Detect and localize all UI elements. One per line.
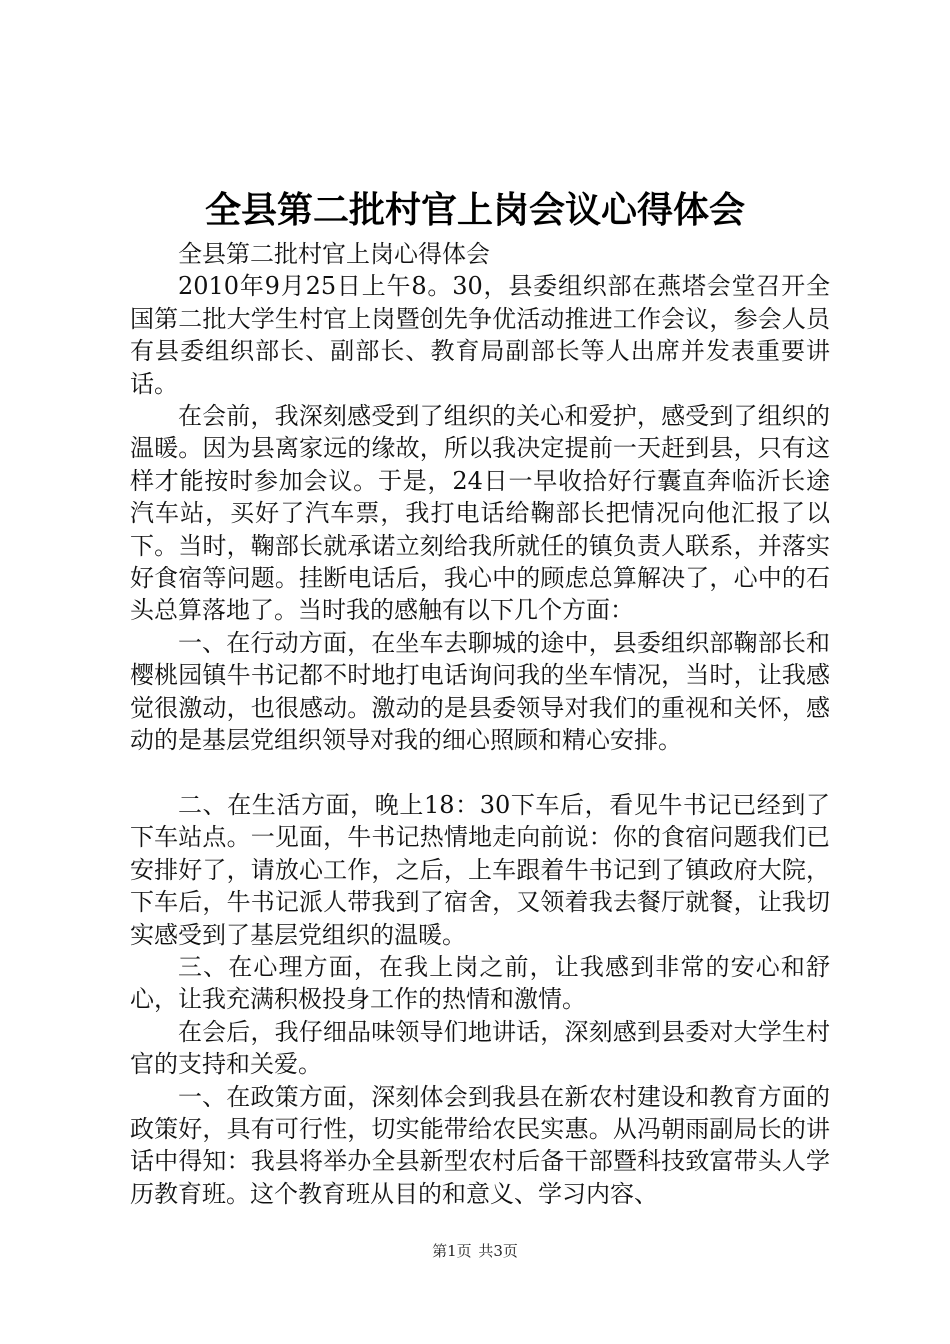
body-paragraph: 二、在生活方面，晚上18：30下车后，看见牛书记已经到了下车站点。一见面，牛书记热情地走向前说：你的食宿问题我们已安排好了，请放心工作，之后，上车跟着牛书记到了镇政府大院，下车后，牛书记派人带我到了宿舍，又领着我去餐厅就餐，让我切实感受到了基层党组织的温暖。 — [130, 790, 830, 949]
document-title: 全县第二批村官上岗会议心得体会 — [204, 189, 745, 231]
body-paragraph: 在会后，我仔细品味领导们地讲话，深刻感到县委对大学生村官的支持和关爱。 — [130, 1017, 830, 1079]
body-paragraph: 一、在政策方面，深刻体会到我县在新农村建设和教育方面的政策好，具有可行性，切实能带给农民实惠。从冯朝雨副局长的讲话中得知：我县将举办全县新型农村后备干部暨科技致富带头人学历教育班。这个教育班从目的和意义、学习内容、 — [130, 1082, 830, 1208]
body-paragraph: 在会前，我深刻感受到了组织的关心和爱护，感受到了组织的温暖。因为县离家远的缘故，所以我决定提前一天赶到县，只有这样才能按时参加会议。于是，24日一早收拾好行囊直奔临沂长途汽车站，买好了汽车票，我打电话给鞠部长把情况向他汇报了以下。当时，鞠部长就承诺立刻给我所就任的镇负责人联系，并落实好食宿等问题。挂断电话后，我心中的顾虑总算解决了，心中的石头总算落地了。当时我的感触有以下几个方面： — [130, 402, 830, 625]
body-paragraph: 一、在行动方面，在坐车去聊城的途中，县委组织部鞠部长和樱桃园镇牛书记都不时地打电话询问我的坐车情况，当时，让我感觉很激动，也很感动。激动的是县委领导对我们的重视和关怀，感动的是基层党组织领导对我的细心照顾和精心安排。 — [130, 628, 830, 755]
body-paragraph: 三、在心理方面，在我上岗之前，让我感到非常的安心和舒心，让我充满积极投身工作的热情和激情。 — [130, 952, 830, 1014]
document-body — [130, 238, 830, 1210]
page-number-footer: 第1页 共3页 — [432, 1242, 518, 1260]
subtitle-paragraph: 全县第二批村官上岗心得体会 — [178, 240, 490, 268]
body-paragraph: 2010年9月25日上午8。30，县委组织部在燕塔会堂召开全国第二批大学生村官上岗暨创先争优活动推进工作会议，参会人员有县委组织部长、副部长、教育局副部长等人出席并发表重要讲话。 — [130, 272, 830, 398]
